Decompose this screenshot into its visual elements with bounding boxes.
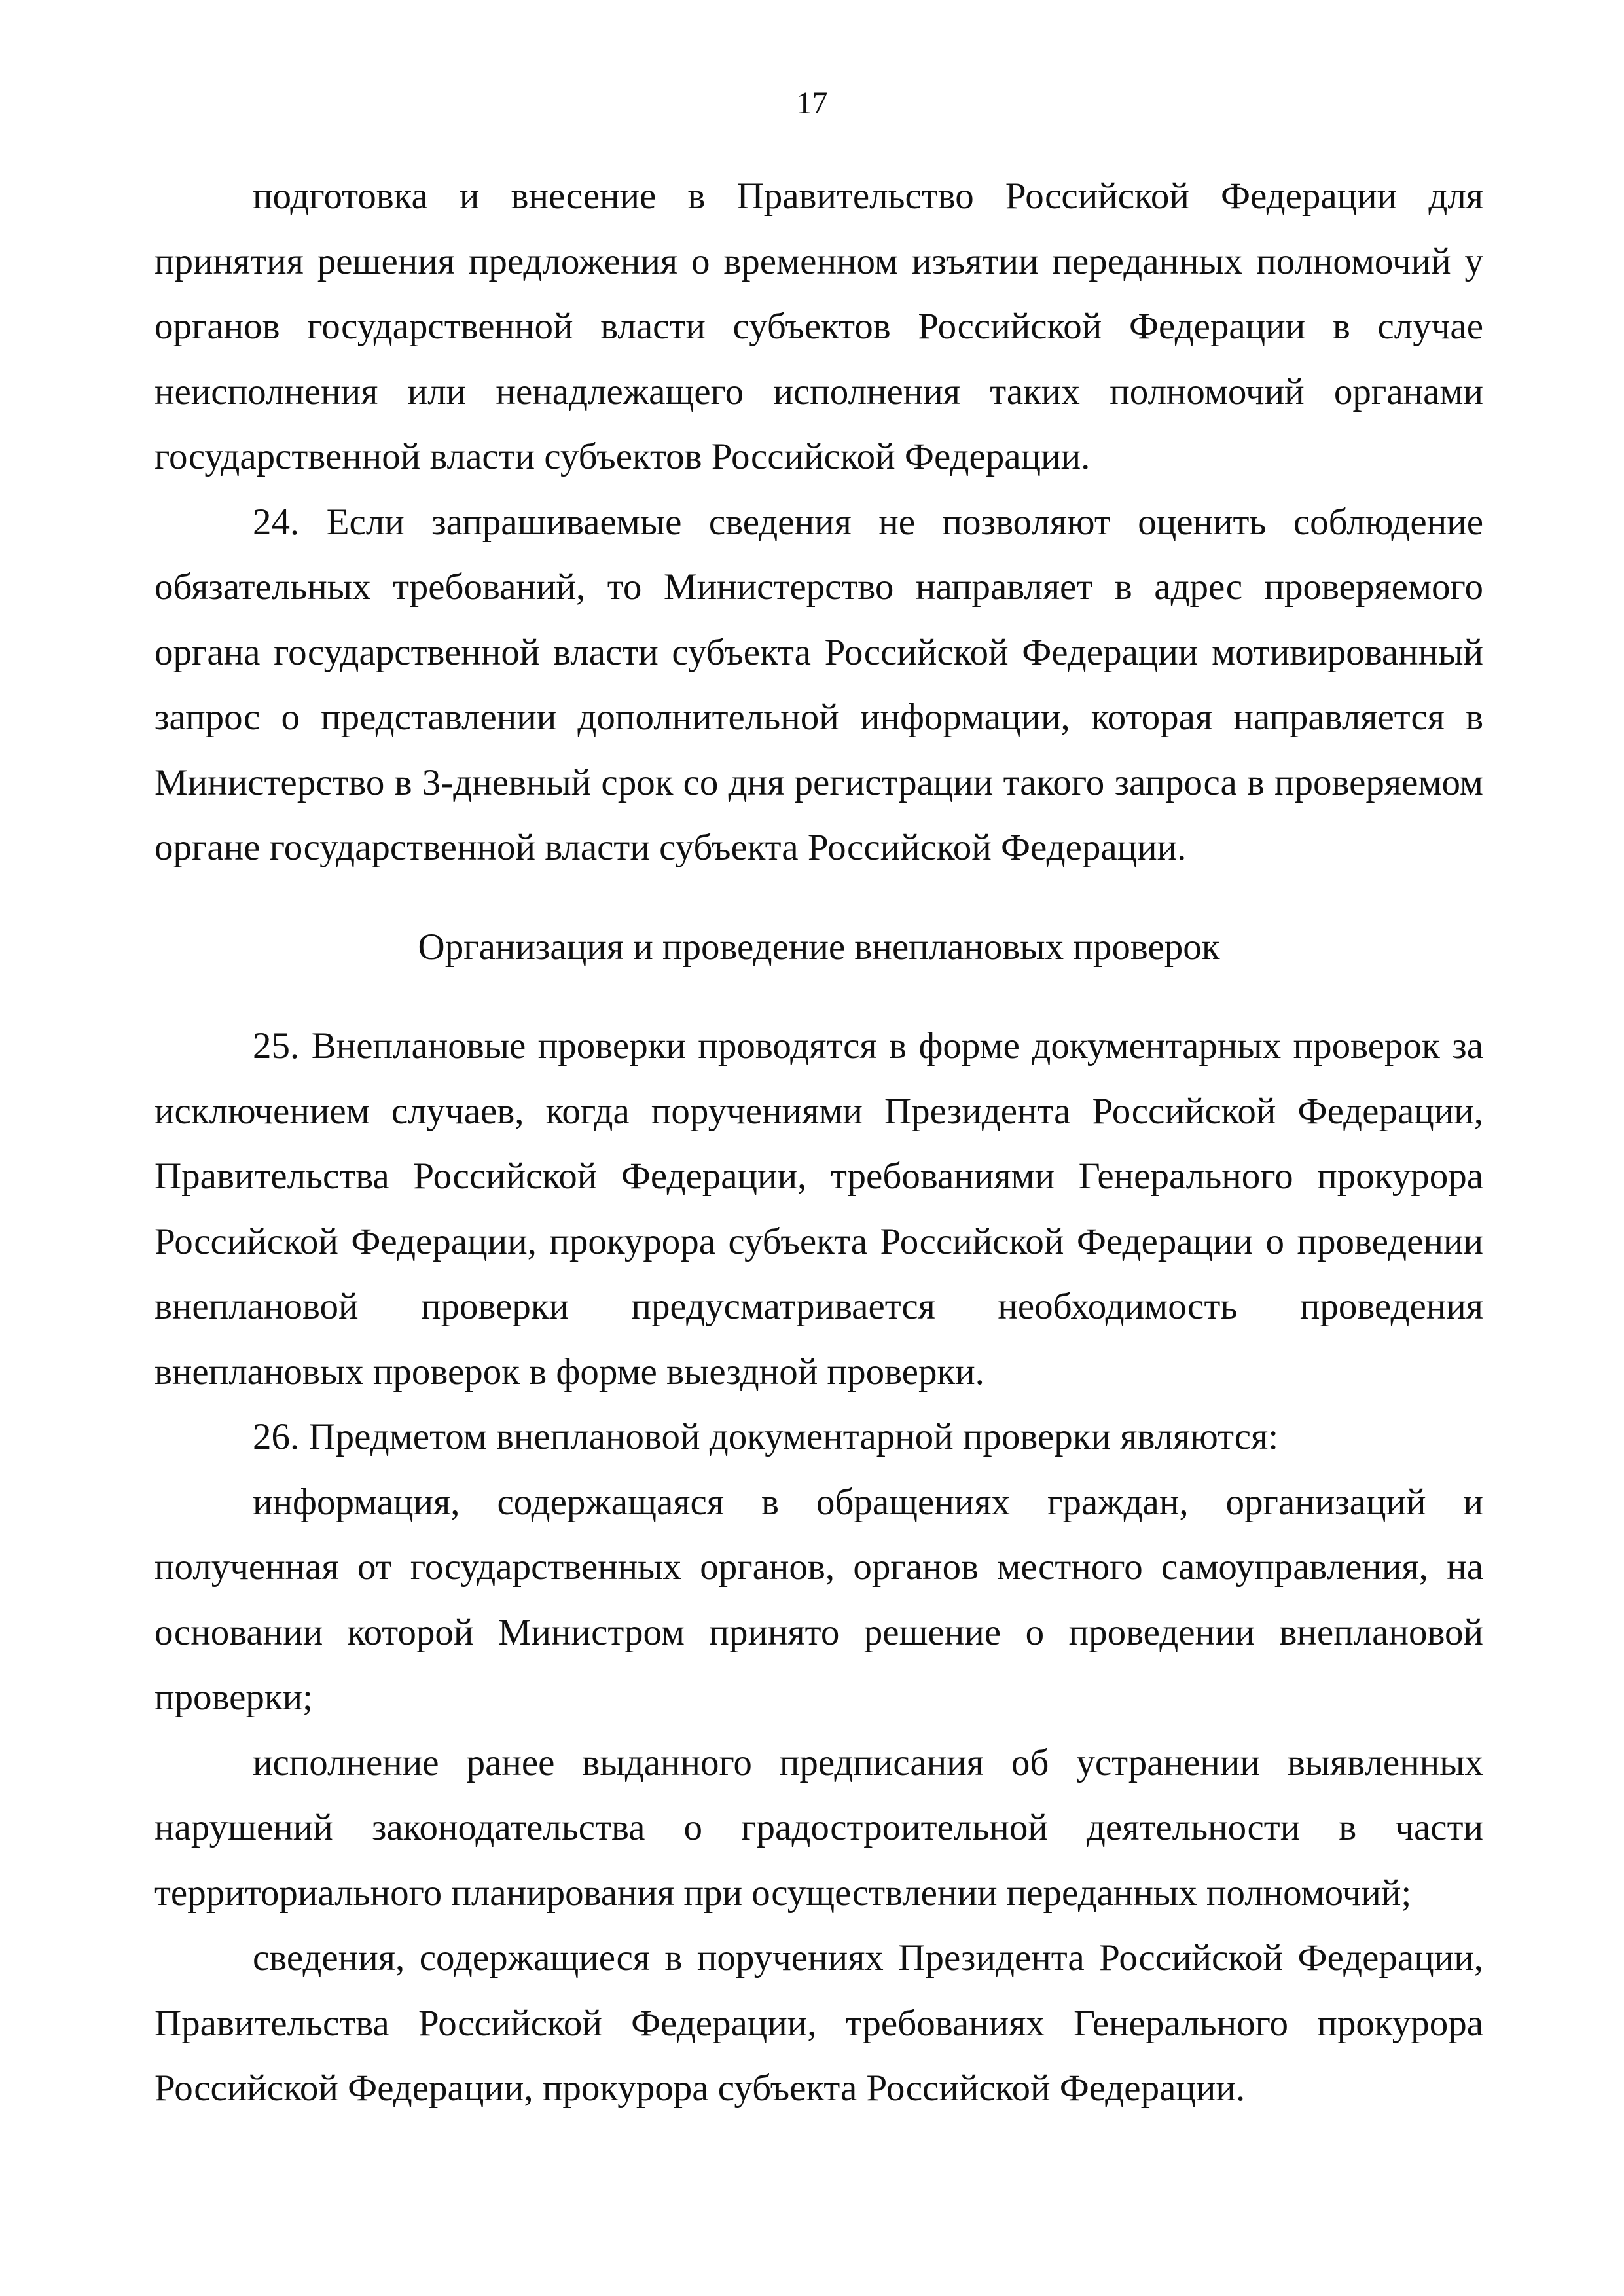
paragraph-26-item-prescription: исполнение ранее выданного предписания об устранении выявленных нарушений законодательства о градостроительной деятельности в части территориального планирования при осуществлении переданных полномочий; <box>154 1741 1483 1914</box>
paragraph-26-item-instructions: сведения, содержащиеся в поручениях Президента Российской Федерации, Правительства Российской Федерации, требованиях Генерального прокурора Российской Федерации, прокурора субъекта Российской Федерации. <box>154 1937 1483 2109</box>
section-heading: Организация и проведение внеплановых проверок <box>418 926 1220 968</box>
paragraph-26: 26. Предметом внеплановой документарной проверки являются: <box>253 1416 1279 1457</box>
paragraph-authority-withdrawal: подготовка и внесение в Правительство Российской Федерации для принятия решения предложения о временном изъятии переданных полномочий у органов государственной власти субъектов Российской Федерации в случае неисполнения или ненадлежащего исполнения таких полномочий органами государственной власти субъектов Российской Федерации. <box>154 175 1483 477</box>
document-body <box>154 164 1483 2121</box>
paragraph-26-item-information: информация, содержащаяся в обращениях граждан, организаций и полученная от государственных органов, органов местного самоуправления, на основании которой Министром принято решение о проведении внеплановой проверки; <box>154 1481 1483 1718</box>
paragraph-25: 25. Внеплановые проверки проводятся в форме документарных проверок за исключением случаев, когда поручениями Президента Российской Федерации, Правительства Российской Федерации, требованиями Генерального прокурора Российской Федерации, прокурора субъекта Российской Федерации о проведении внеплановой проверки предусматривается необходимость проведения внеплановых проверок в форме выездной проверки. <box>154 1025 1483 1393</box>
paragraph-24: 24. Если запрашиваемые сведения не позволяют оценить соблюдение обязательных требований, то Министерство направляет в адрес проверяемого органа государственной власти субъекта Российской Федерации мотивированный запрос о представлении дополнительной информации, которая направляется в Министерство в 3-дневный срок со дня регистрации такого запроса в проверяемом органе государственной власти субъекта Российской Федерации. <box>154 501 1483 868</box>
page-number: 17 <box>796 86 828 120</box>
